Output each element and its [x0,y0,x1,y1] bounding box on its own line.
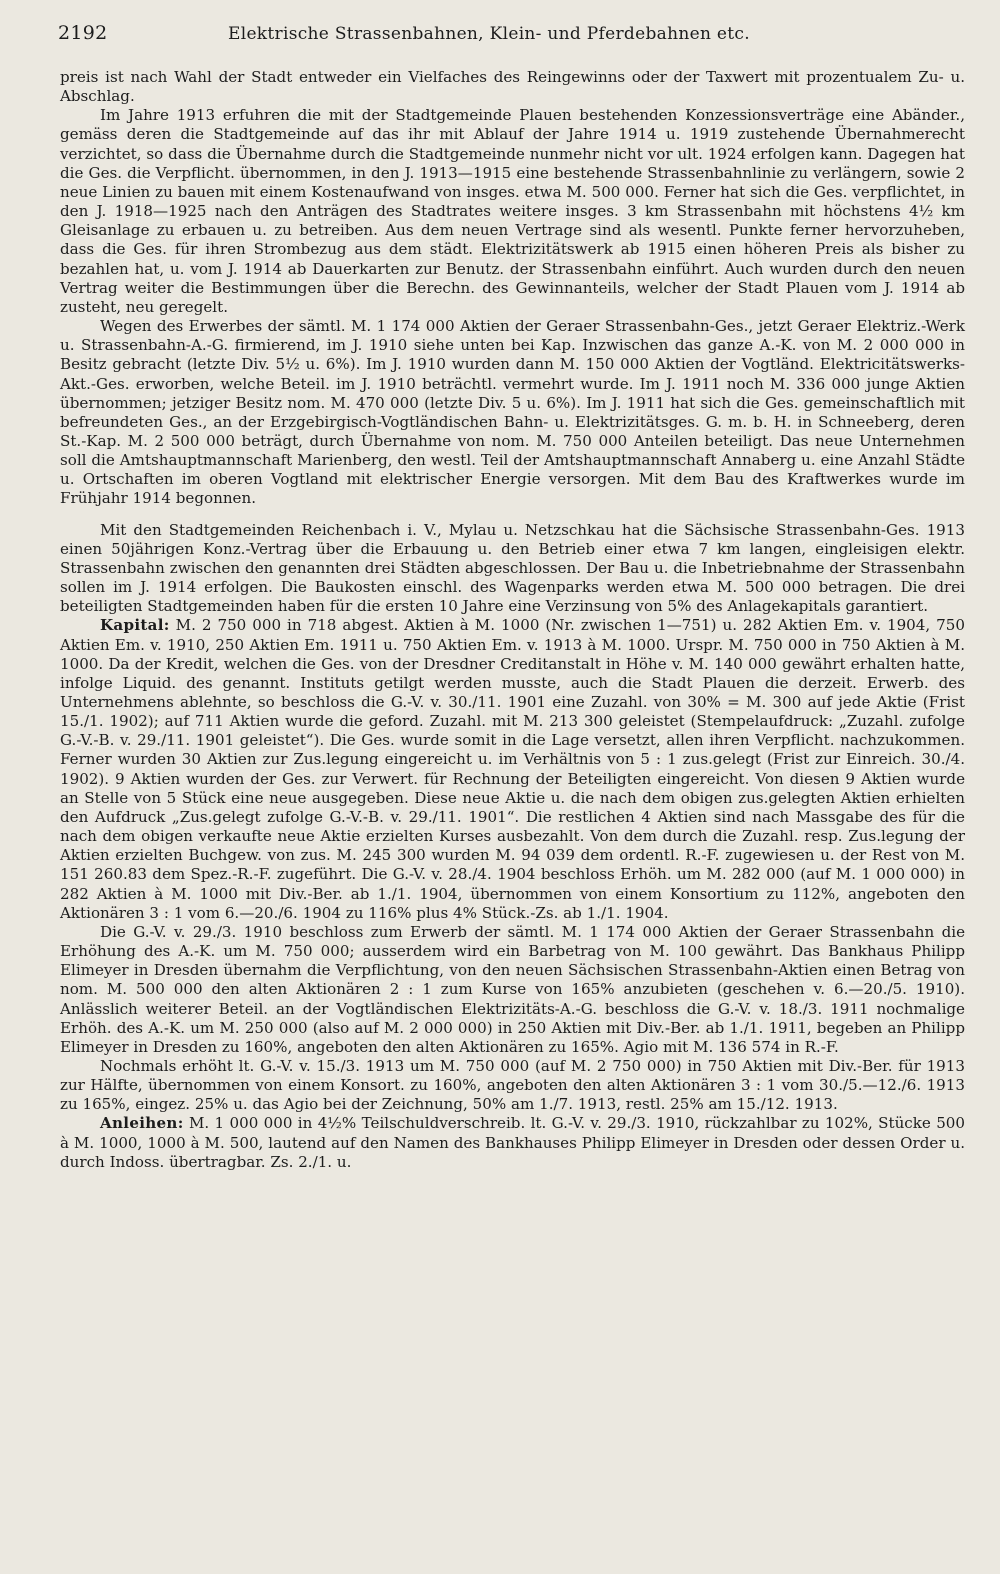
running-head [58,22,978,50]
paragraph-gv-1913: Nochmals erhöht lt. G.-V. v. 15./3. 1913 um M. 750 000 (auf M. 2 750 000) in 750 Aktien mit Div.-Ber. für 1913 zur Hälfte, übernommen von einem Konsort. zu 160%, angeboten den alten Aktionären 3 : 1 vom 30./5.—12./6. 1913 zu 165%, eingez. 25% u. das Agio bei der Zeichnung, 50% am 1./7. 1913, restl. 25% am 15./12. 1913. [60,1056,965,1114]
running-head-title: Elektrische Strassenbahnen, Klein- und Pferdebahnen etc. [228,24,750,44]
paragraph-gv-1910: Die G.-V. v. 29./3. 1910 beschloss zum Erwerb der sämtl. M. 1 174 000 Aktien der Geraer Strassenbahn die Erhöhung des A.-K. um M. 750 000; ausserdem wird ein Barbetrag von M. 100 gewährt. Das Bankhaus Philipp Elimeyer in Dresden übernahm die Verpflichtung, von den neuen Sächsischen Strassenbahn-Aktien einen Betrag von nom. M. 500 000 den alten Aktionären 2 : 1 zum Kurse von 165% anzubieten (geschehen v. 6.—20./5. 1910). Anlässlich weiterer Beteil. an der Vogtländischen Elektrizitäts-A.-G. beschloss die G.-V. v. 18./3. 1911 nochmalige Erhöh. des A.-K. um M. 250 000 (also auf M. 2 000 000) in 250 Aktien mit Div.-Ber. ab 1./1. 1911, begeben an Philipp Elimeyer in Dresden zu 160%, angeboten den alten Aktionären zu 165%. Agio mit M. 136 574 in R.-F. [60,922,965,1056]
paragraph-continuation: preis ist nach Wahl der Stadt entweder ein Vielfaches des Reingewinns oder der Taxwert mit prozentualem Zu- u. Abschlag. [60,68,965,106]
paragraph-konzession: Im Jahre 1913 erfuhren die mit der Stadtgemeinde Plauen bestehenden Konzessionsverträge eine Abänder., gemäss deren die Stadtgemeinde auf das ihr mit Ablauf der Jahre 1914 u. 1919 zustehende Übernahmerecht verzichtet, so dass die Übernahme durch die Stadtgemeinde nunmehr nicht vor ult. 1924 erfolgen kann. Dagegen hat die Ges. die Verpflicht. übernommen, in den J. 1913—1915 eine bestehende Strassenbahnlinie zu verlängern, sowie 2 neue Linien zu bauen mit einem Kostenaufwand von insges. etwa M. 500 000. Ferner hat sich die Ges. verpflichtet, in den J. 1918—1925 nach den Anträgen des Stadtrates weitere insges. 3 km Strassenbahn mit höchstens 4½ km Gleisanlage zu erbauen u. zu betreiben. Aus dem neuen Vertrage sind als wesentl. Punkte ferner hervorzuheben, dass die Ges. für ihren Strombezug aus dem städt. Elektrizitätswerk ab 1915 einen höheren Preis als bisher zu bezahlen hat, u. vom J. 1914 ab Dauerkarten zur Benutz. der Strassenbahn einführt. Auch wurden durch den neuen Vertrag weiter die Bestimmungen über die Berechn. des Gewinnanteils, welcher der Stadt Plauen vom J. 1914 ab zusteht, neu geregelt. [60,106,965,316]
body-text [60,68,965,1172]
anleihen-label: Anleihen: [100,1114,184,1133]
paragraph-kapital: Kapital: M. 2 750 000 in 718 abgest. Aktien à M. 1000 (Nr. zwischen 1—751) u. 282 Aktien Em. v. 1904, 750 Aktien Em. v. 1910, 250 Aktien Em. 1911 u. 750 Aktien Em. v. 1913 à M. 1000. Urspr. M. 750 000 in 750 Aktien à M. 1000. Da der Kredit, welchen die Ges. von der Dresdner Creditanstalt in Höhe v. M. 140 000 gewährt erhalten hatte, infolge Liquid. des genannt. Instituts getilgt werden musste, auch die Stadt Plauen die derzeit. Erwerb. des Unternehmens ablehnte, so beschloss die G.-V. v. 30./11. 1901 eine Zuzahl. von 30% = M. 300 auf jede Aktie (Frist 15./1. 1902); auf 711 Aktien wurde die geford. Zuzahl. mit M. 213 300 geleistet (Stempelaufdruck: „Zuzahl. zufolge G.-V.-B. v. 29./11. 1901 geleistet“). Die Ges. wurde somit in die Lage versetzt, allen ihren Verpflicht. nachzukommen. Ferner wurden 30 Aktien zur Zus.legung eingereicht u. im Verhältnis von 5 : 1 zus.gelegt (Frist zur Einreich. 30./4. 1902). 9 Aktien wurden der Ges. zur Verwert. für Rechnung der Beteiligten eingereicht. Von diesen 9 Aktien wurde an Stelle von 5 Stück eine neue ausgegeben. Diese neue Aktie u. die nach dem obigen zus.gelegten Aktien erhielten den Aufdruck „Zus.gelegt zufolge G.-V.-B. v. 29./11. 1901“. Die restlichen 4 Aktien sind nach Massgabe des für die nach dem obigen verkaufte neue Aktie erzielten Kurses ausbezahlt. Von dem durch die Zuzahl. resp. Zus.legung der Aktien erzielten Buchgew. von zus. M. 245 300 wurden M. 94 039 dem ordentl. R.-F. zugewiesen u. der Rest von M. 151 260.83 dem Spez.-R.-F. zugeführt. Die G.-V. v. 28./4. 1904 beschloss Erhöh. um M. 282 000 (auf M. 1 000 000) in 282 Aktien à M. 1000 mit Div.-Ber. ab 1./1. 1904, übernommen von einem Konsortium zu 112%, angeboten den Aktionären 3 : 1 vom 6.—20./6. 1904 zu 116% plus 4% Stück.-Zs. ab 1./1. 1904. [60,616,965,922]
kapital-label: Kapital: [100,616,170,635]
paragraph-reichenbach: Mit den Stadtgemeinden Reichenbach i. V., Mylau u. Netzschkau hat die Sächsische Strassenbahn-Ges. 1913 einen 50jährigen Konz.-Vertrag über die Erbauung u. den Betrieb einer etwa 7 km langen, eingleisigen elektr. Strassenbahn zwischen den genannten drei Städten abgeschlossen. Der Bau u. die Inbetriebnahme der Strassenbahn sollen im J. 1914 erfolgen. Die Baukosten einschl. des Wagenparks werden etwa M. 500 000 betragen. Die drei beteiligten Stadtgemeinden haben für die ersten 10 Jahre eine Verzinsung von 5% des Anlagekapitals garantiert. [60,520,965,616]
paragraph-anleihen: Anleihen: M. 1 000 000 in 4½% Teilschuldverschreib. lt. G.-V. v. 29./3. 1910, rückzahlbar zu 102%, Stücke 500 à M. 1000, 1000 à M. 500, lautend auf den Namen des Bankhauses Philipp Elimeyer in Dresden oder dessen Order u. durch Indoss. übertragbar. Zs. 2./1. u. [60,1114,965,1171]
paragraph-beteiligungen: Wegen des Erwerbes der sämtl. M. 1 174 000 Aktien der Geraer Strassenbahn-Ges., jetzt Geraer Elektriz.-Werk u. Strassenbahn-A.-G. firmierend, im J. 1910 siehe unten bei Kap. Inzwischen das ganze A.-K. von M. 2 000 000 in Besitz gebracht (letzte Div. 5½ u. 6%). Im J. 1910 wurden dann M. 150 000 Aktien der Vogtländ. Elektricitätswerks-Akt.-Ges. erworben, welche Beteil. im J. 1910 beträchtl. vermehrt wurde. Im J. 1911 noch M. 336 000 junge Aktien übernommen; jetziger Besitz nom. M. 470 000 (letzte Div. 5 u. 6%). Im J. 1911 hat sich die Ges. gemeinschaftlich mit befreundeten Ges., an der Erzgebirgisch-Vogtländischen Bahn- u. Elektrizitätsges. G. m. b. H. in Schneeberg, deren St.-Kap. M. 2 500 000 beträgt, durch Übernahme von nom. M. 750 000 Anteilen beteiligt. Das neue Unternehmen soll die Amtshauptmannschaft Marienberg, den westl. Teil der Amtshauptmannschaft Annaberg u. eine Anzahl Städte u. Ortschaften im oberen Vogtland mit elektrischer Energie versorgen. Mit dem Bau des Kraftwerkes wurde im Frühjahr 1914 begonnen. [60,317,965,508]
page-number: 2192 [58,22,108,44]
